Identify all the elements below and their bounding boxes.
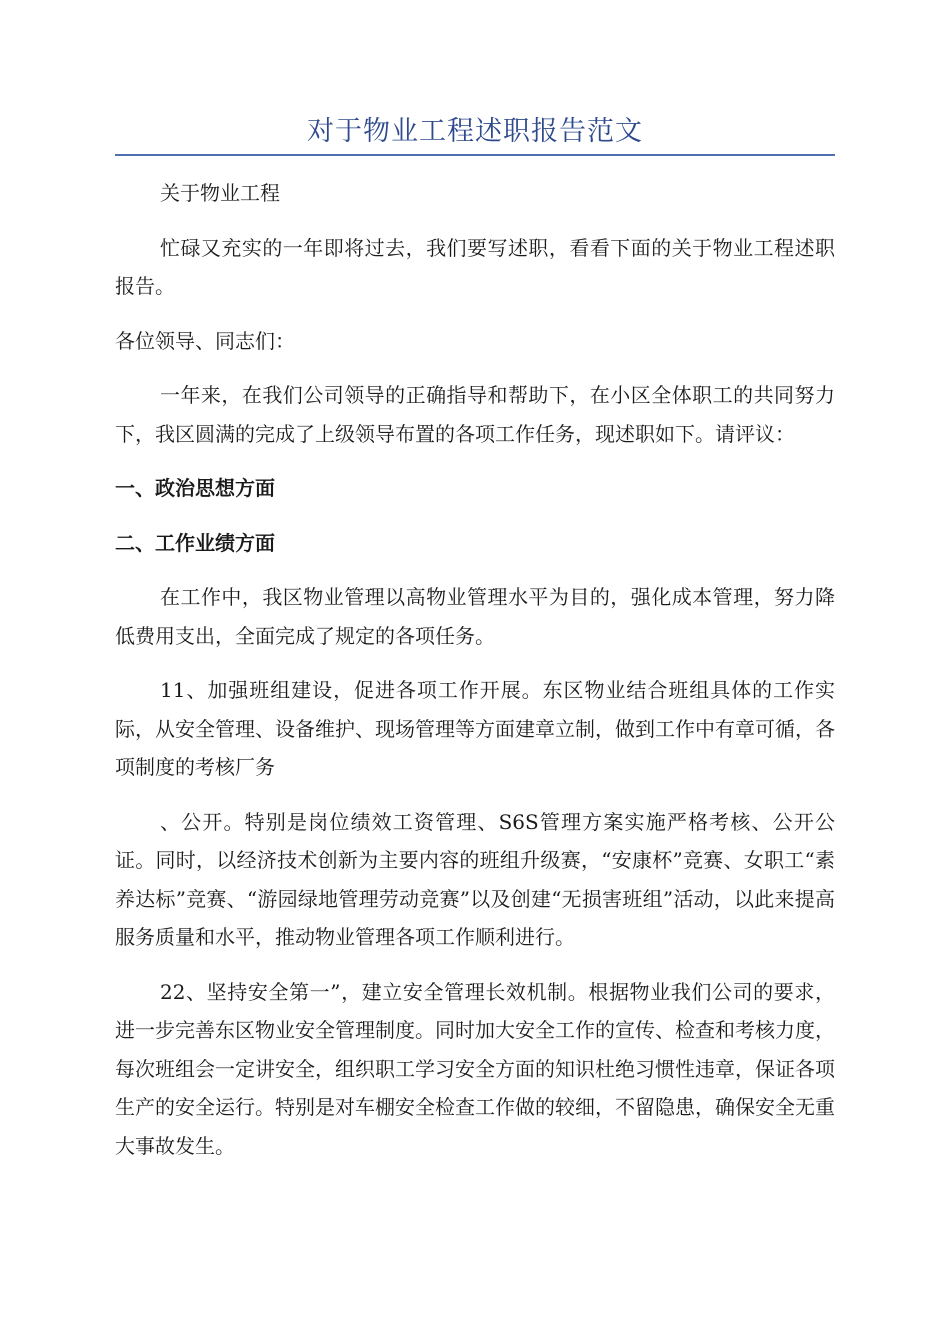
paragraph-team-building: 11、加强班组建设，促进各项工作开展。东区物业结合班组具体的工作实际，从安全管理、设备维护、现场管理等方面建章立制，做到工作中有章可循，各项制度的考核厂务: [115, 678, 835, 779]
document-title: 对于物业工程述职报告范文: [307, 116, 643, 147]
section-heading-performance: 二、工作业绩方面: [115, 530, 275, 555]
document-body: [115, 174, 835, 1181]
paragraph-summary: 忙碌又充实的一年即将过去，我们要写述职，看看下面的关于物业工程述职报告。: [115, 235, 835, 298]
paragraph-intro: 关于物业工程: [160, 181, 280, 205]
paragraph-opening: 一年来，在我们公司领导的正确指导和帮助下，在小区全体职工的共同努力下，我区圆满的完成了上级领导布置的各项工作任务，现述职如下。请评议：: [115, 383, 835, 446]
paragraph-performance: 在工作中，我区物业管理以高物业管理水平为目的，强化成本管理，努力降低费用支出，全面完成了规定的各项任务。: [115, 585, 835, 648]
paragraph-salutation: 各位领导、同志们：: [115, 328, 295, 353]
title-underline: [115, 154, 835, 156]
paragraph-safety: 22、坚持安全第一”，建立安全管理长效机制。根据物业我们公司的要求，进一步完善东区物业安全管理制度。同时加大安全工作的宣传、检查和考核力度，每次班组会一定讲安全，组织职工学习安全方面的知识杜绝习惯性违章，保证各项生产的安全运行。特别是对车棚安全检查工作做的较细，不留隐患，确保安全无重大事故发生。: [115, 979, 835, 1158]
section-heading-political: 一、政治思想方面: [115, 476, 275, 500]
paragraph-openness: 、公开。特别是岗位绩效工资管理、S6S管理方案实施严格考核、公开公证。同时，以经济技术创新为主要内容的班组升级赛，“安康杯”竞赛、女职工“素养达标”竞赛、“游园绿地管理劳动竞赛”以及创建“无损害班组”活动，以此来提高服务质量和水平，推动物业管理各项工作顺利进行。: [115, 809, 835, 949]
